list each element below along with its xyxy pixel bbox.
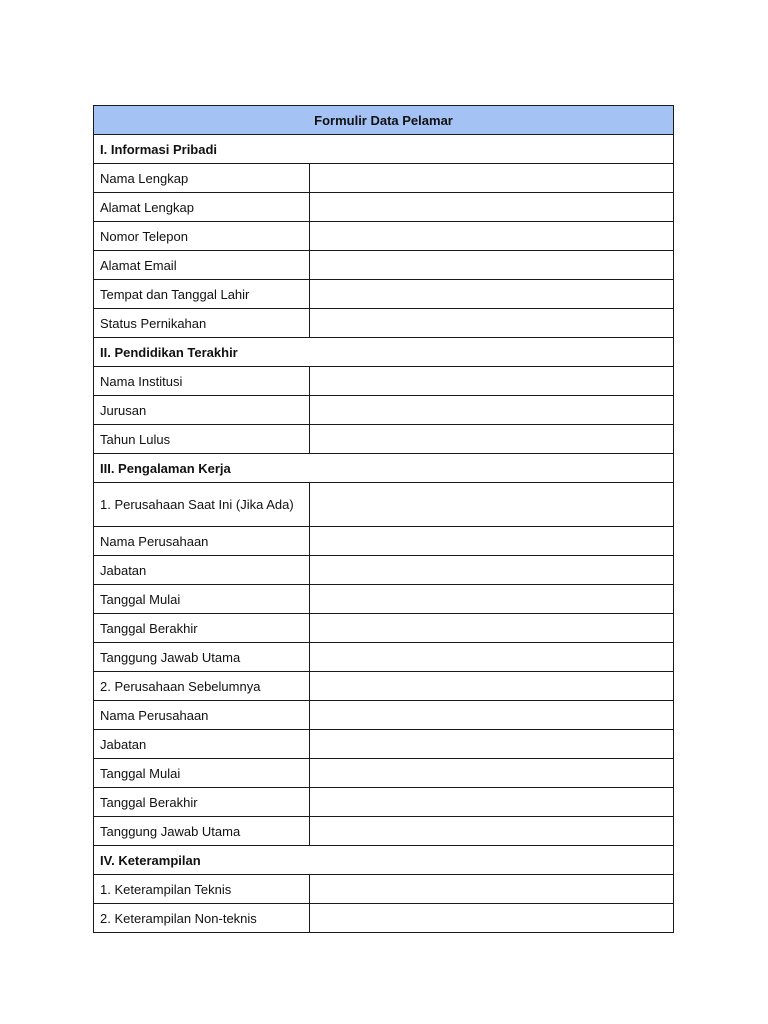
section-heading: III. Pengalaman Kerja: [94, 454, 674, 483]
field-row-tanggal-berakhir: [94, 614, 674, 643]
field-value-tanggung-jawab-utama[interactable]: [310, 817, 674, 846]
field-label: Tahun Lulus: [94, 425, 310, 454]
field-value-tempat-dan-tanggal-lahir[interactable]: [310, 280, 674, 309]
field-value-nama-perusahaan[interactable]: [310, 701, 674, 730]
field-label: Tempat dan Tanggal Lahir: [94, 280, 310, 309]
field-row-jabatan: [94, 556, 674, 585]
form-body: [94, 106, 674, 933]
field-row-1-perusahaan-saat-ini-jika-ada: [94, 483, 674, 527]
field-label: 1. Perusahaan Saat Ini (Jika Ada): [94, 483, 310, 527]
field-row-2-perusahaan-sebelumnya: [94, 672, 674, 701]
section-heading-row: [94, 135, 674, 164]
field-row-jabatan: [94, 730, 674, 759]
field-value-jurusan[interactable]: [310, 396, 674, 425]
field-label: Tanggal Berakhir: [94, 788, 310, 817]
field-row-jurusan: [94, 396, 674, 425]
field-row-nama-perusahaan: [94, 527, 674, 556]
field-row-alamat-lengkap: [94, 193, 674, 222]
field-value-alamat-lengkap[interactable]: [310, 193, 674, 222]
field-label: Nama Perusahaan: [94, 701, 310, 730]
field-row-tanggal-mulai: [94, 759, 674, 788]
section-heading-row: [94, 454, 674, 483]
field-row-tanggal-mulai: [94, 585, 674, 614]
field-label: Nama Institusi: [94, 367, 310, 396]
field-row-alamat-email: [94, 251, 674, 280]
section-heading: I. Informasi Pribadi: [94, 135, 674, 164]
field-label: Tanggung Jawab Utama: [94, 643, 310, 672]
field-row-nama-lengkap: [94, 164, 674, 193]
field-value-tanggal-berakhir[interactable]: [310, 614, 674, 643]
field-label: Status Pernikahan: [94, 309, 310, 338]
field-row-tahun-lulus: [94, 425, 674, 454]
field-label: Jabatan: [94, 556, 310, 585]
section-heading: II. Pendidikan Terakhir: [94, 338, 674, 367]
field-value-nomor-telepon[interactable]: [310, 222, 674, 251]
field-value-jabatan[interactable]: [310, 556, 674, 585]
field-value-tanggal-mulai[interactable]: [310, 585, 674, 614]
field-label: 2. Perusahaan Sebelumnya: [94, 672, 310, 701]
field-label: Alamat Lengkap: [94, 193, 310, 222]
field-value-alamat-email[interactable]: [310, 251, 674, 280]
field-row-2-keterampilan-non-teknis: [94, 904, 674, 933]
field-label: Tanggal Mulai: [94, 759, 310, 788]
field-row-tanggung-jawab-utama: [94, 817, 674, 846]
field-value-tanggal-mulai[interactable]: [310, 759, 674, 788]
field-value-status-pernikahan[interactable]: [310, 309, 674, 338]
section-heading: IV. Keterampilan: [94, 846, 674, 875]
field-label: Tanggung Jawab Utama: [94, 817, 310, 846]
field-value-2-keterampilan-non-teknis[interactable]: [310, 904, 674, 933]
field-label: Jurusan: [94, 396, 310, 425]
field-label: Nama Perusahaan: [94, 527, 310, 556]
field-row-tanggung-jawab-utama: [94, 643, 674, 672]
section-heading-row: [94, 846, 674, 875]
field-label: Tanggal Berakhir: [94, 614, 310, 643]
field-value-nama-institusi[interactable]: [310, 367, 674, 396]
field-value-tanggal-berakhir[interactable]: [310, 788, 674, 817]
form-title-row: [94, 106, 674, 135]
field-value-nama-lengkap[interactable]: [310, 164, 674, 193]
field-value-2-perusahaan-sebelumnya[interactable]: [310, 672, 674, 701]
field-value-jabatan[interactable]: [310, 730, 674, 759]
field-value-tahun-lulus[interactable]: [310, 425, 674, 454]
field-value-1-keterampilan-teknis[interactable]: [310, 875, 674, 904]
section-heading-row: [94, 338, 674, 367]
field-label: Nomor Telepon: [94, 222, 310, 251]
field-value-nama-perusahaan[interactable]: [310, 527, 674, 556]
field-row-nama-perusahaan: [94, 701, 674, 730]
field-row-tanggal-berakhir: [94, 788, 674, 817]
applicant-form-table: [93, 105, 674, 933]
field-label: 1. Keterampilan Teknis: [94, 875, 310, 904]
field-label: Alamat Email: [94, 251, 310, 280]
field-value-1-perusahaan-saat-ini-jika-ada[interactable]: [310, 483, 674, 527]
field-row-1-keterampilan-teknis: [94, 875, 674, 904]
field-value-tanggung-jawab-utama[interactable]: [310, 643, 674, 672]
field-label: Nama Lengkap: [94, 164, 310, 193]
field-label: Jabatan: [94, 730, 310, 759]
field-row-nama-institusi: [94, 367, 674, 396]
field-row-nomor-telepon: [94, 222, 674, 251]
form-title: Formulir Data Pelamar: [94, 106, 674, 135]
field-row-status-pernikahan: [94, 309, 674, 338]
field-label: 2. Keterampilan Non-teknis: [94, 904, 310, 933]
field-row-tempat-dan-tanggal-lahir: [94, 280, 674, 309]
field-label: Tanggal Mulai: [94, 585, 310, 614]
